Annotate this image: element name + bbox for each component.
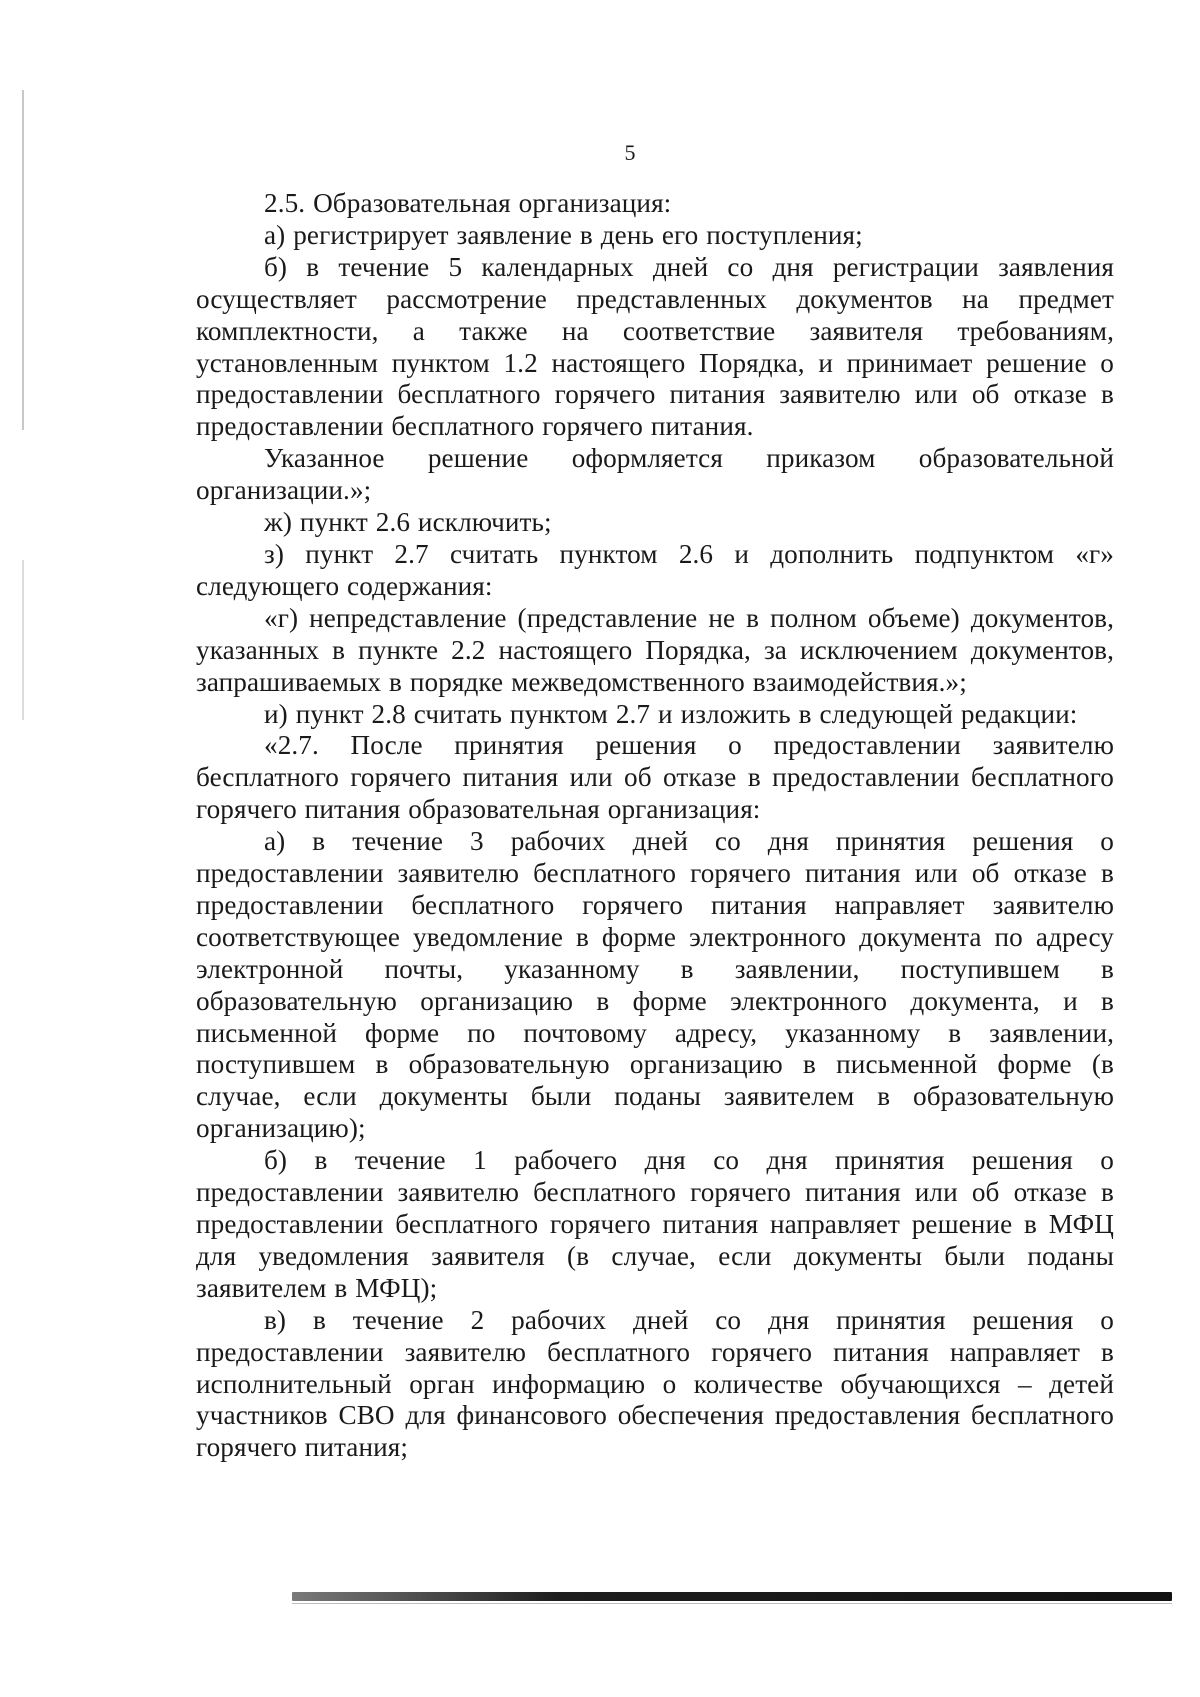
paragraph-item-b-review: б) в течение 5 календарных дней со дня регистрации заявления осуществляет рассмотрение представленных документов на предмет комплектности, а также на соответствие заявителя требованиям, установленным пунктом 1.2 настоящего Порядка, и принимает решение о предоставлении бесплатного горячего питания заявителю или об отказе в предоставлении бесплатного горячего питания. <box>196 251 1114 442</box>
paragraph-2-7-a: а) в течение 3 рабочих дней со дня принятия решения о предоставлении заявителю бесплатного горячего питания или об отказе в предоставлении бесплатного горячего питания направляет заявителю соответствующее уведомление в форме электронного документа по адресу электронной почты, указанному в заявлении, поступившем в образовательную организацию в форме электронного документа, и в письменной форме по почтовому адресу, указанному в заявлении, поступившем в образовательную организацию в письменной форме (в случае, если документы были поданы заявителем в образовательную организацию); <box>196 826 1114 1144</box>
paragraph-item-i: и) пункт 2.8 считать пунктом 2.7 и изложить в следующей редакции: <box>264 698 1078 729</box>
paragraph-2-7-heading: «2.7. После принятия решения о предоставлении заявителю бесплатного горячего питания или об отказе в предоставлении бесплатного горячего питания образовательная организация: <box>196 730 1114 825</box>
paragraph-item-z: з) пункт 2.7 считать пунктом 2.6 и дополнить подпунктом «г» следующего содержания: <box>196 538 1114 601</box>
bottom-scan-rule-shadow <box>292 1603 1172 1604</box>
paragraph-item-a-register: а) регистрирует заявление в день его поступления; <box>264 219 863 250</box>
paragraph-decision-order: Указанное решение оформляется приказом образовательной организации.»; <box>196 443 1114 506</box>
paragraph-2-7-b: б) в течение 1 рабочего дня со дня принятия решения о предоставлении заявителю бесплатного горячего питания или об отказе в предоставлении бесплатного горячего питания направляет решение в МФЦ для уведомления заявителя (в случае, если документы были поданы заявителем в МФЦ); <box>196 1145 1114 1303</box>
scan-edge-mark <box>22 560 24 720</box>
paragraph-2-7-v: в) в течение 2 рабочих дней со дня принятия решения о предоставлении заявителю бесплатного горячего питания направляет в исполнительный орган информацию о количестве обучающихся – детей участников СВО для финансового обеспечения предоставления бесплатного горячего питания; <box>196 1304 1114 1463</box>
paragraph-item-zh: ж) пункт 2.6 исключить; <box>264 507 552 538</box>
document-body <box>196 188 1114 1464</box>
paragraph-2-5-heading: 2.5. Образовательная организация: <box>264 188 672 218</box>
page-number: 5 <box>624 140 636 165</box>
paragraph-subitem-g: «г) непредставление (представление не в полном объеме) документов, указанных в пункте 2.2 настоящего Порядка, за исключением документов, запрашиваемых в порядке межведомственного взаимодействия.»; <box>196 602 1114 697</box>
bottom-scan-rule <box>292 1592 1172 1601</box>
